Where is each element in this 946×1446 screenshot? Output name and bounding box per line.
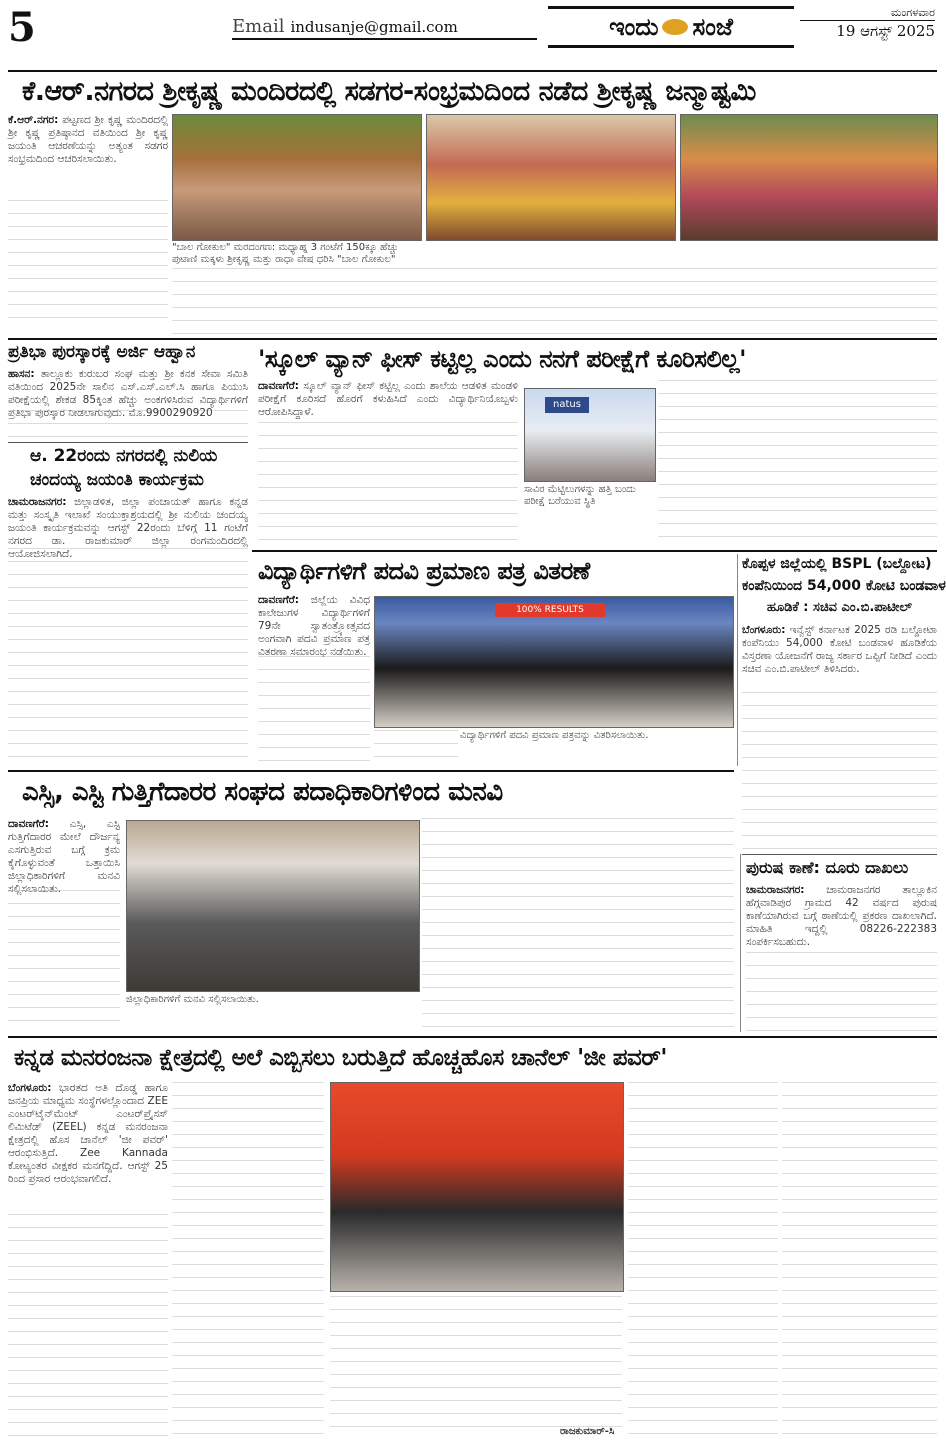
- pratibha-text-lines: [8, 410, 248, 438]
- janmashtami-photo-1: [172, 114, 422, 241]
- school-van-text-lines: [258, 422, 518, 542]
- section-rule: [8, 442, 248, 443]
- sc-st-headline: ಎಸ್ಸಿ, ಎಸ್ಟಿ ಗುತ್ತಿಗೆದಾರರ ಸಂಘದ ಪದಾಧಿಕಾರಿಗಳಿಂದ ಮನವಿ: [22, 777, 503, 807]
- pratibha-body: [8, 368, 248, 419]
- graduation-lead: ದಾವಣಗೆರೆ:: [258, 594, 299, 606]
- school-van-text: ಸ್ಕೂಲ್ ವ್ಯಾನ್ ಫೀಸ್ ಕಟ್ಟಿಲ್ಲ ಎಂದು ಶಾಲೆಯ ಆಡಳಿತ ಮಂಡಳಿ ಪರೀಕ್ಷೆಗೆ ಕೂರಿಸದೆ ಹೊರಗೆ ಕಳುಹಿಸಿದೆ ಎಂದು ವಿದ್ಯಾರ್ಥಿನಿಯೊಬ್ಬಳು ಆರೋಪಿಸಿದ್ದಾಳೆ.: [258, 380, 518, 418]
- column-rule: [740, 854, 741, 1032]
- school-van-body: [258, 380, 518, 420]
- school-van-continued-lines: [658, 380, 937, 540]
- jayanti-headline-1: ಆ. 22ರಂದು ನಗರದಲ್ಲಿ ನುಲಿಯ: [30, 446, 218, 466]
- purusha-body: [746, 884, 937, 950]
- sc-st-caption: ಜಿಲ್ಲಾಧಿಕಾರಿಗಳಿಗೆ ಮನವಿ ಸಲ್ಲಿಸಲಾಯಿತು.: [126, 994, 259, 1005]
- bspl-text: ಇನ್ವೆಸ್ಟ್ ಕರ್ನಾಟಕ 2025 ರಡಿ ಬಲ್ದೋಟಾ ಕಂಪೆನಿಯು 54,000 ಕೋಟಿ ಬಂಡವಾಳ ಹೂಡಿಕೆಯ ವಿಸ್ತರಣಾ ಯೋಜನೆಗೆ ರಾಜ್ಯ ಸರ್ಕಾರ ಒಪ್ಪಿಗೆ ನೀಡಿದೆ ಎಂದು ಸಚಿವ ಎಂ.ಬಿ.ಪಾಟೀಲ್ ತಿಳಿಸಿದರು.: [742, 624, 938, 675]
- section-rule: [8, 770, 734, 772]
- school-sign: natus: [545, 397, 589, 413]
- column-rule: [737, 554, 738, 766]
- janmashtami-caption: "ಬಾಲ ಗೋಕುಲ" ಮರದಂಗಣ: ಮಧ್ಯಾಹ್ನ 3 ಗಂಟೆಗೆ 150ಕ್ಕೂ ಹೆಚ್ಚು ಪುಟಾಣಿ ಮಕ್ಕಳು ಶ್ರೀಕೃಷ್ಣ ಮತ್ತು ರಾಧಾ ವೇಷ ಧರಿಸಿ "ಬಾಲ ಗೋಕುಲ": [172, 242, 399, 265]
- jayanti-body: [8, 496, 248, 560]
- masthead-left: ಇಂದು: [609, 13, 659, 41]
- purusha-text: ಚಾಮರಾಜನಗರ ತಾಲ್ಲೂಕಿನ ಹೆಗ್ಗವಾಡಿಪುರ ಗ್ರಾಮದ 42 ವರ್ಷದ ಪುರುಷ ಕಾಣೆಯಾಗಿರುವ ಬಗ್ಗೆ ಠಾಣೆಯಲ್ಲಿ ಪ್ರಕರಣ ದಾಖಲಾಗಿದೆ. ಮಾಹಿತಿ ಇದ್ದಲ್ಲಿ 08226-222383 ಸಂಪರ್ಕಿಸಬಹುದು.: [746, 884, 937, 948]
- jayanti-lead: ಚಾಮರಾಜನಗರ:: [8, 496, 67, 508]
- sc-st-lead: ದಾವಣಗೆರೆ:: [8, 818, 49, 830]
- pratibha-lead: ಹಾಸನ:: [8, 368, 35, 380]
- janmashtami-headline: ಕೆ.ಆರ್.ನಗರದ ಶ್ರೀಕೃಷ್ಣ ಮಂದಿರದಲ್ಲಿ ಸಡಗರ-ಸಂಭ್ರಮದಿಂದ ನಡೆದ ಶ್ರೀಕೃಷ್ಣ ಜನ್ಮಾಷ್ಟಮಿ: [22, 76, 756, 107]
- graduation-banner: 100% RESULTS: [495, 603, 605, 617]
- janmashtami-text: ಪಟ್ಟಣದ ಶ್ರೀ ಕೃಷ್ಣ ಮಂದಿರದಲ್ಲಿ ಶ್ರೀ ಕೃಷ್ಣ ಪ್ರತಿಷ್ಠಾನದ ವತಿಯಿಂದ ಶ್ರೀ ಕೃಷ್ಣ ಜಯಂತಿ ಆಚರಣೆಯನ್ನು ಅತ್ಯಂತ ಸಡಗರ ಸಂಭ್ರಮದಿಂದ ಆಚರಿಸಲಾಯಿತು.: [8, 114, 169, 165]
- janmashtami-text-lines: [8, 200, 168, 330]
- school-van-headline: 'ಸ್ಕೂಲ್ ವ್ಯಾನ್ ಫೀಸ್ ಕಟ್ಟಿಲ್ಲ ಎಂದು ನನಗೆ ಪರೀಕ್ಷೆಗೆ ಕೂರಿಸಲಿಲ್ಲ': [258, 345, 747, 373]
- graduation-caption: ವಿದ್ಯಾರ್ಥಿಗಳಿಗೆ ಪದವಿ ಪ್ರಮಾಣ ಪತ್ರವನ್ನು ವಿತರಿಸಲಾಯಿತು.: [460, 730, 649, 741]
- graduation-headline: ವಿದ್ಯಾರ್ಥಿಗಳಿಗೆ ಪದವಿ ಪ್ರಮಾಣ ಪತ್ರ ವಿತರಣೆ: [258, 557, 590, 585]
- section-rule: [742, 854, 937, 855]
- masthead-right: ಸಂಜೆ: [692, 13, 733, 41]
- zee-power-text-lines-5: [782, 1082, 937, 1438]
- sc-st-text-lines: [8, 890, 120, 1032]
- sc-st-body: [8, 818, 120, 895]
- school-van-caption: ಸಾವಿರ ಮೆಟ್ಟಿಲುಗಳನ್ನು ಹತ್ತಿ ಬಂದು ಪರೀಕ್ಷೆ ಬರೆಯುವ ಸ್ಥಿತಿ: [524, 484, 636, 507]
- purusha-lead: ಚಾಮರಾಜನಗರ:: [746, 884, 805, 896]
- section-rule: [8, 338, 937, 340]
- zee-power-lead: ಬೆಂಗಳೂರು:: [8, 1082, 52, 1094]
- masthead: [548, 6, 794, 48]
- date-rule: [800, 20, 935, 21]
- graduation-text: ಜಿಲ್ಲೆಯ ವಿವಿಧ ಕಾಲೇಜುಗಳ ವಿದ್ಯಾರ್ಥಿಗಳಿಗೆ 79ನೇ ಸ್ವಾತಂತ್ರ್ಯೋತ್ಸವದ ಅಂಗವಾಗಿ ಪದವಿ ಪ್ರಮಾಣ ಪತ್ರ ವಿತರಣಾ ಸಮಾರಂಭ ನಡೆಯಿತು.: [258, 594, 370, 658]
- graduation-text-lines: [258, 656, 370, 766]
- sc-st-continued-lines: [422, 818, 734, 1032]
- page-number: 5: [8, 4, 36, 51]
- zee-power-headline: ಕನ್ನಡ ಮನರಂಜನಾ ಕ್ಷೇತ್ರದಲ್ಲಿ ಅಲೆ ಎಬ್ಬಿಸಲು ಬರುತ್ತಿದೆ ಹೊಚ್ಚಹೊಸ ಚಾನೆಲ್ 'ಜೀ ಪವರ್': [14, 1045, 667, 1071]
- janmashtami-lead: ಕೆ.ಆರ್.ನಗರ:: [8, 114, 59, 126]
- email-label: Email: [232, 16, 285, 37]
- school-van-photo: [524, 388, 656, 482]
- issue-date: 19 ಆಗಸ್ಟ್ 2025: [836, 22, 935, 40]
- sc-st-photo: [126, 820, 420, 992]
- email-line: [232, 16, 458, 37]
- bspl-text-lines: [742, 692, 937, 850]
- janmashtami-photo-2: [426, 114, 676, 241]
- sc-st-text: ಎಸ್ಸಿ, ಎಸ್ಟಿ ಗುತ್ತಿಗೆದಾರರ ಮೇಲೆ ದೌರ್ಜನ್ಯ ಎಸಗುತ್ತಿರುವ ಬಗ್ಗೆ ಕ್ರಮ ಕೈಗೊಳ್ಳುವಂತೆ ಒತ್ತಾಯಿಸಿ ಜಿಲ್ಲಾಧಿಕಾರಿಗಳಿಗೆ ಮನವಿ ಸಲ್ಲಿಸಲಾಯಿತು.: [8, 818, 120, 895]
- issue-day: ಮಂಗಳವಾರ: [890, 6, 935, 19]
- zee-power-signoff: ರಾಜಕುಮಾರ್-ಸಿ: [560, 1426, 615, 1437]
- purusha-text-lines: [746, 952, 937, 1032]
- email-address[interactable]: indusanje@gmail.com: [290, 18, 458, 36]
- section-rule: [8, 1036, 937, 1038]
- section-rule: [8, 70, 937, 72]
- pratibha-headline: ಪ್ರತಿಭಾ ಪುರಸ್ಕಾರಕ್ಕೆ ಅರ್ಜಿ ಆಹ್ವಾನ: [8, 342, 196, 362]
- zee-power-text-lines-3: [330, 1296, 622, 1438]
- bspl-headline-2: ಕಂಪೆನಿಯಿಂದ 54,000 ಕೋಟಿ ಬಂಡವಾಳ: [742, 578, 946, 594]
- zee-power-photo: [330, 1082, 624, 1292]
- zee-power-text-lines-4: [628, 1082, 778, 1438]
- jayanti-text-lines: [8, 548, 248, 768]
- zee-power-text-lines-2: [172, 1082, 324, 1438]
- bspl-body: [742, 624, 937, 690]
- jayanti-text: ಜಿಲ್ಲಾಡಳಿತ, ಜಿಲ್ಲಾ ಪಂಚಾಯತ್ ಹಾಗೂ ಕನ್ನಡ ಮತ್ತು ಸಂಸ್ಕೃತಿ ಇಲಾಖೆ ಸಂಯುಕ್ತಾಶ್ರಯದಲ್ಲಿ ಶ್ರೀ ನುಲಿಯ ಚಂದಯ್ಯ ಜಯಂತಿ ಕಾರ್ಯಕ್ರಮವನ್ನು ಆಗಸ್ಟ್ 22ರಂದು ಬೆಳಿಗ್ಗೆ 11 ಗಂಟೆಗೆ ನಗರದ ಡಾ. ರಾಜಕುಮಾರ್ ಜಿಲ್ಲಾ ರಂಗಮಂದಿರದಲ್ಲಿ ಆಯೋಜಿಸಲಾಗಿದೆ.: [8, 496, 248, 560]
- bspl-headline-3: ಹೂಡಿಕೆ : ಸಚಿವ ಎಂ.ಬಿ.ಪಾಟೀಲ್: [766, 600, 913, 615]
- section-rule: [252, 550, 937, 552]
- janmashtami-photo-3: [680, 114, 938, 241]
- pratibha-text: ತಾಲ್ಲೂಕು ಕುರುಬರ ಸಂಘ ಮತ್ತು ಶ್ರೀ ಕನಕ ಸೇವಾ ಸಮಿತಿ ವತಿಯಿಂದ 2025ನೇ ಸಾಲಿನ ಎಸ್.ಎಸ್.ಎಲ್.ಸಿ ಹಾಗೂ ಪಿಯುಸಿ ಪರೀಕ್ಷೆಯಲ್ಲಿ ಶೇಕಡ 85ಕ್ಕಿಂತ ಹೆಚ್ಚು ಅಂಕಗಳಿಸಿರುವ ವಿದ್ಯಾರ್ಥಿಗಳಿಗೆ ಪ್ರತಿಭಾ ಪುರಸ್ಕಾರ ನೀಡಲಾಗುವುದು. ಮೊ.9900290920: [8, 368, 248, 419]
- zee-power-text-lines-1: [8, 1214, 168, 1438]
- jayanti-headline-2: ಚಂದಯ್ಯ ಜಯಂತಿ ಕಾರ್ಯಕ್ರಮ: [30, 470, 204, 490]
- school-van-lead: ದಾವಣಗೆರೆ:: [258, 380, 299, 392]
- zee-power-text: ಭಾರತದ ಅತಿ ದೊಡ್ಡ ಹಾಗೂ ಜನಪ್ರಿಯ ಮಾಧ್ಯಮ ಸಂಸ್ಥೆಗಳಲ್ಲೊಂದಾದ ZEE ಎಂಟರ್‌ಟೈನ್‌ಮೆಂಟ್ ಎಂಟರ್‌ಪ್ರೈಸಸ್ ಲಿಮಿಟೆಡ್ (ZEEL) ಕನ್ನಡ ಮನರಂಜನಾ ಕ್ಷೇತ್ರದಲ್ಲಿ ಹೊಸ ಚಾನೆಲ್ 'ಜೀ ಪವರ್' ಆರಂಭಿಸುತ್ತಿದೆ. Zee Kannada ಕೋಟ್ಯಂತರ ವೀಕ್ಷಕರ ಮನಗೆದ್ದಿದೆ. ಆಗಸ್ಟ್ 25 ರಿಂದ ಪ್ರಸಾರ ಆರಂಭವಾಗಲಿದೆ.: [8, 1082, 168, 1185]
- zee-power-body: [8, 1082, 168, 1212]
- masthead-logo-icon: [662, 19, 688, 35]
- purusha-headline: ಪುರುಷ ಕಾಣೆ: ದೂರು ದಾಖಲು: [746, 858, 909, 877]
- graduation-photo: [374, 596, 734, 728]
- bspl-headline-1: ಕೊಪ್ಪಳ ಜಿಲ್ಲೆಯಲ್ಲಿ BSPL (ಬಲ್ದೋಟ): [742, 556, 932, 572]
- graduation-continued-lines: [374, 730, 458, 766]
- graduation-body: [258, 594, 370, 658]
- header-rule: [232, 38, 537, 40]
- janmashtami-continued-lines: [172, 268, 937, 334]
- bspl-lead: ಬೆಂಗಳೂರು:: [742, 624, 786, 636]
